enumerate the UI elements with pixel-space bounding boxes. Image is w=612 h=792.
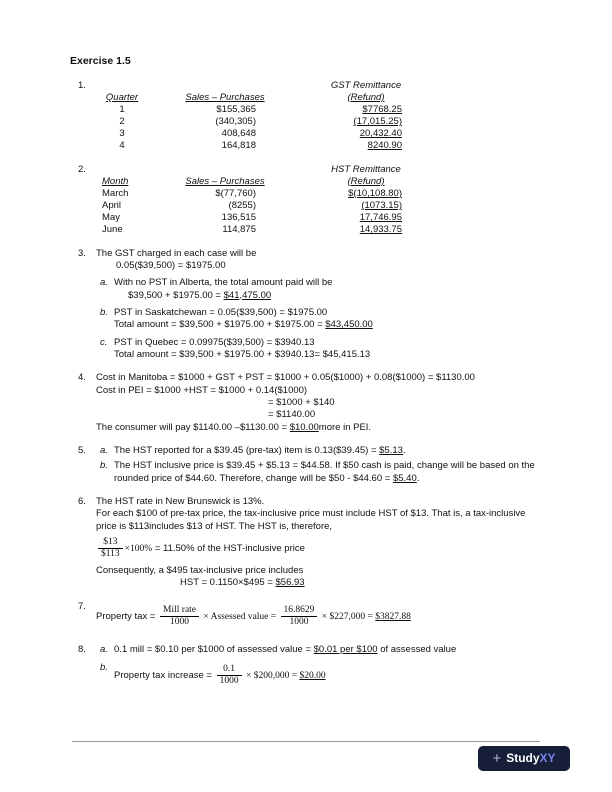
sub-item-label: c.: [100, 336, 108, 348]
sub-item-a: [96, 644, 548, 656]
equation-segment: The HST inclusive price is $39.45 + $5.13 = $44.58. If $50 cash is paid, change will be based on the rounded price of $44.60. Therefore, change will be $50 - $44.60 =: [114, 460, 535, 484]
table-cell: 2: [119, 116, 125, 128]
solution-line: Cost in PEI = $1000 +HST = $1000 + 0.14($1000): [96, 384, 308, 396]
table-header-cell: Sales – Purchases: [185, 91, 265, 103]
equation-segment: Property tax increase =: [114, 670, 215, 682]
table-cell: (17,015.25): [353, 116, 402, 128]
property-tax-increase-equation: [114, 662, 548, 690]
solution-item-7: [70, 601, 548, 633]
solution-line: Total amount = $39,500 + $1975.00 + $3940.13= $45,415.13: [114, 348, 371, 360]
table-header-cell: Sales – Purchases: [185, 175, 265, 187]
item-number: 4.: [78, 372, 86, 384]
table-cell: $7768.25: [362, 103, 402, 115]
equation-segment: HST = 0.1150×$495 =: [180, 577, 276, 589]
equation-segment: × Assessed value =: [201, 611, 279, 622]
solution-line: [114, 319, 548, 331]
underlined-result: $56.93: [275, 577, 305, 589]
sub-item-b: [96, 460, 548, 485]
solution-line: [96, 422, 548, 434]
table-cell: 136,515: [221, 212, 256, 224]
sub-item-b: [96, 307, 548, 332]
underlined-result: $5.13: [379, 444, 403, 456]
solution-item-2: [70, 164, 548, 237]
underlined-result: $20.00: [299, 671, 326, 682]
item-number: 6.: [78, 496, 86, 508]
solution-line: Consequently, a $495 tax-inclusive price includes: [96, 565, 304, 577]
solution-line: = $1140.00: [268, 409, 316, 421]
equation-segment: × $200,000 =: [243, 671, 300, 682]
underlined-result: $10.00: [289, 421, 319, 433]
item-number: 8.: [78, 643, 86, 655]
solution-line: [114, 644, 548, 656]
solution-item-8: [70, 644, 548, 690]
table-cell: (8255): [228, 200, 256, 212]
fraction-numerator: Mill rate: [160, 605, 199, 617]
table-cell: April: [102, 200, 122, 212]
equation-segment: 0.1 mill = $0.10 per $1000 of assessed value =: [114, 643, 314, 655]
logo-text-xy: XY: [539, 750, 556, 765]
table-cell: June: [102, 224, 123, 236]
fraction: [217, 664, 242, 687]
table-cell: $(77,760): [215, 187, 256, 199]
sub-item-label: b.: [100, 306, 108, 318]
table-cell: $(10,108.80): [348, 187, 402, 199]
solution-line: [180, 577, 548, 589]
item-number: 7.: [78, 600, 86, 612]
table-cell: 14,933.75: [359, 224, 402, 236]
footer-divider: [72, 741, 540, 742]
equation-segment: = 11.50% of the HST-inclusive price: [152, 543, 305, 555]
fraction-denominator: 1000: [170, 616, 190, 627]
solution-line: The GST charged in each case will be: [96, 247, 257, 259]
solution-line: For each $100 of pre-tax price, the tax-inclusive price must include HST of $13. That is, a tax-inclusive price is $113includes $13 of HST. The HST is, therefore,: [96, 508, 526, 532]
table-cell: 1: [119, 103, 125, 115]
table-cell: May: [102, 212, 120, 224]
table-header-cell: (Refund): [347, 175, 385, 187]
gst-remittance-table: [96, 80, 548, 153]
equation-segment: Property tax =: [96, 610, 159, 622]
solution-item-6: [70, 496, 548, 590]
table-spacer: [96, 164, 148, 176]
equation-segment: The HST reported for a $39.45 (pre-tax) item is 0.13($39.45) =: [114, 444, 380, 456]
table-cell: 164,818: [221, 140, 256, 152]
sub-item-c: [96, 337, 548, 362]
fraction-denominator: 1000: [219, 676, 239, 687]
solution-line: 0.05($39,500) = $1975.00: [116, 259, 226, 271]
sub-item-label: a.: [100, 643, 108, 655]
table-cell: (340,305): [215, 116, 256, 128]
underlined-result: $3827.88: [375, 611, 411, 622]
solution-item-4: [70, 372, 548, 434]
equation-segment: Total amount = $39,500 + $1975.00 + $1975.00 =: [114, 319, 326, 331]
logo-text: [506, 751, 555, 767]
table-cell: 4: [119, 140, 125, 152]
fraction-numerator: $13: [98, 537, 123, 549]
table-cell: March: [102, 187, 129, 199]
solution-line: PST in Quebec = 0.09975($39,500) = $3940.13: [114, 336, 315, 348]
solution-line: = $1000 + $140: [268, 396, 335, 408]
table-cell: 3: [119, 128, 125, 140]
table-cell: 114,875: [222, 224, 256, 236]
item-number: 5.: [78, 444, 86, 456]
fraction-numerator: 16.8629: [281, 605, 318, 617]
solution-line: PST in Saskatchewan = 0.05($39,500) = $1975.00: [114, 306, 328, 318]
fraction: [98, 537, 123, 560]
hst-fraction-equation: [96, 535, 548, 563]
table-spacer: [166, 80, 284, 92]
table-cell: 408,648: [221, 128, 256, 140]
sub-item-a: [96, 277, 548, 302]
table-header-cell: Quarter: [105, 91, 139, 103]
item-number: 2.: [78, 163, 86, 175]
underlined-result: $41,475.00: [223, 289, 272, 301]
fraction-denominator: 1000: [289, 616, 309, 627]
fraction: [160, 605, 199, 628]
sub-item-label: b.: [100, 662, 108, 674]
table-cell: 20,432.40: [359, 128, 402, 140]
table-spacer: [166, 164, 284, 176]
sub-item-b: [96, 662, 548, 690]
studyxy-logo: [478, 746, 570, 771]
sub-item-label: a.: [100, 277, 108, 289]
solution-item-1: [70, 80, 548, 153]
logo-text-study: Study: [506, 750, 540, 765]
property-tax-equation: [96, 603, 548, 631]
solution-line: [114, 445, 548, 457]
equation-segment: × $227,000 =: [319, 611, 376, 622]
table-header-cell: (Refund): [347, 91, 385, 103]
plus-icon: +: [492, 750, 502, 767]
underlined-result: $43,450.00: [325, 319, 373, 331]
sub-item-a: [96, 445, 548, 457]
equation-segment: .: [402, 444, 406, 456]
fraction-denominator: $113: [101, 549, 120, 560]
equation-segment: .: [416, 472, 420, 484]
solution-item-3: [70, 248, 548, 362]
table-cell: 17,746.95: [359, 212, 402, 224]
solution-line: With no PST in Alberta, the total amount paid will be: [114, 277, 333, 289]
item-number: 3.: [78, 247, 86, 259]
table-cell: (1073.15): [361, 200, 402, 212]
hst-remittance-table: [96, 164, 548, 237]
equation-segment: more in PEI.: [318, 421, 372, 433]
equation-segment: ×100%: [124, 544, 153, 555]
table-header-cell: GST Remittance: [330, 79, 402, 91]
item-number: 1.: [78, 79, 86, 91]
table-cell: 8240.90: [367, 140, 402, 152]
table-header-cell: HST Remittance: [331, 163, 401, 175]
table-cell: $155,365: [216, 103, 256, 115]
fraction: [281, 605, 318, 628]
equation-segment: of assessed value: [377, 643, 457, 655]
equation-segment: $39,500 + $1975.00 =: [128, 289, 224, 301]
table-spacer: [96, 80, 148, 92]
solution-line: Cost in Manitoba = $1000 + GST + PST = $1000 + 0.05($1000) + 0.08($1000) = $1130.00: [96, 372, 475, 384]
underlined-result: $5.40: [392, 472, 417, 484]
equation-segment: The consumer will pay $1140.00 –$1130.00 =: [96, 421, 290, 433]
page-title: Exercise 1.5: [70, 55, 131, 67]
fraction-numerator: 0.1: [217, 664, 242, 676]
solution-line: [128, 290, 548, 302]
underlined-result: $0.01 per $100: [313, 643, 378, 655]
solution-line: The HST rate in New Brunswick is 13%.: [96, 496, 265, 508]
sub-item-label: b.: [100, 460, 108, 472]
table-header-cell: Month: [102, 175, 129, 187]
solution-item-5: [70, 445, 548, 485]
solution-line: [114, 460, 548, 485]
sub-item-label: a.: [100, 444, 108, 456]
